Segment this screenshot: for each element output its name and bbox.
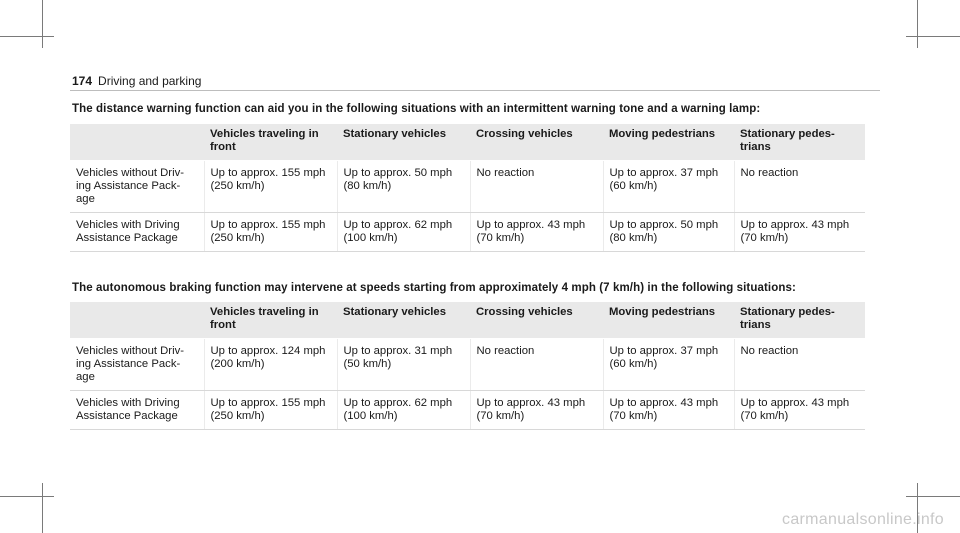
crop-mark (42, 483, 43, 533)
table-intro: The autonomous braking function may intervene at speeds starting from approximately 4 mph (7 km/h) in the following situations: (72, 282, 796, 294)
table-cell: Up to approx. 31 mph (50 km/h) (337, 339, 470, 391)
table-cell: Up to approx. 50 mph (80 km/h) (603, 213, 734, 252)
table-cell: Up to approx. 155 mph (250 km/h) (204, 391, 337, 430)
table-cell: No reaction (470, 161, 603, 213)
column-header: Crossing vehicles (470, 124, 603, 161)
table-cell: Up to approx. 62 mph (100 km/h) (337, 391, 470, 430)
page-number: 174 (72, 74, 93, 88)
table-cell: Vehicles with Driving Assistance Package (70, 213, 204, 252)
table-cell: No reaction (734, 161, 865, 213)
table-cell: Up to approx. 43 mph (70 km/h) (734, 391, 865, 430)
column-header: Moving pedestrians (603, 302, 734, 339)
column-header: Moving pedestrians (603, 124, 734, 161)
column-header: Stationary pedes-trians (734, 124, 865, 161)
table-cell: Up to approx. 50 mph (80 km/h) (337, 161, 470, 213)
watermark: carmanualsonline.info (782, 511, 944, 528)
column-header: Stationary vehicles (337, 302, 470, 339)
table-cell: Up to approx. 155 mph (250 km/h) (204, 213, 337, 252)
table-row (70, 213, 865, 252)
column-header: Stationary pedes-trians (734, 302, 865, 339)
crop-mark (0, 496, 54, 497)
crop-mark (906, 496, 960, 497)
crop-mark (42, 0, 43, 48)
column-header (70, 124, 204, 161)
distance-warning-table (70, 124, 865, 252)
header-divider (70, 90, 880, 91)
table-cell: Vehicles without Driv-ing Assistance Pack-age (70, 339, 204, 391)
table-cell: Up to approx. 37 mph (60 km/h) (603, 161, 734, 213)
table-intro: The distance warning function can aid you in the following situations with an intermittent warning tone and a warning lamp: (72, 103, 761, 115)
table-cell: Up to approx. 62 mph (100 km/h) (337, 213, 470, 252)
table-row (70, 161, 865, 213)
table-cell: Up to approx. 43 mph (70 km/h) (734, 213, 865, 252)
autonomous-braking-table (70, 302, 865, 430)
section-title: Driving and parking (98, 74, 202, 88)
column-header (70, 302, 204, 339)
table-cell: Up to approx. 43 mph (70 km/h) (470, 213, 603, 252)
table-row (70, 391, 865, 430)
table-row (70, 339, 865, 391)
table-header-row (70, 302, 865, 339)
column-header: Vehicles traveling in front (204, 302, 337, 339)
table-cell: No reaction (470, 339, 603, 391)
column-header: Vehicles traveling in front (204, 124, 337, 161)
table-cell: Up to approx. 37 mph (60 km/h) (603, 339, 734, 391)
column-header: Stationary vehicles (337, 124, 470, 161)
table-cell: Vehicles without Driv-ing Assistance Pack-age (70, 161, 204, 213)
table-cell: No reaction (734, 339, 865, 391)
crop-mark (906, 36, 960, 37)
table-cell: Up to approx. 43 mph (70 km/h) (603, 391, 734, 430)
crop-mark (0, 36, 54, 37)
crop-mark (917, 0, 918, 48)
table-header-row (70, 124, 865, 161)
table-cell: Vehicles with Driving Assistance Package (70, 391, 204, 430)
page-header (72, 74, 201, 88)
column-header: Crossing vehicles (470, 302, 603, 339)
table-cell: Up to approx. 124 mph (200 km/h) (204, 339, 337, 391)
table-cell: Up to approx. 155 mph (250 km/h) (204, 161, 337, 213)
table-cell: Up to approx. 43 mph (70 km/h) (470, 391, 603, 430)
